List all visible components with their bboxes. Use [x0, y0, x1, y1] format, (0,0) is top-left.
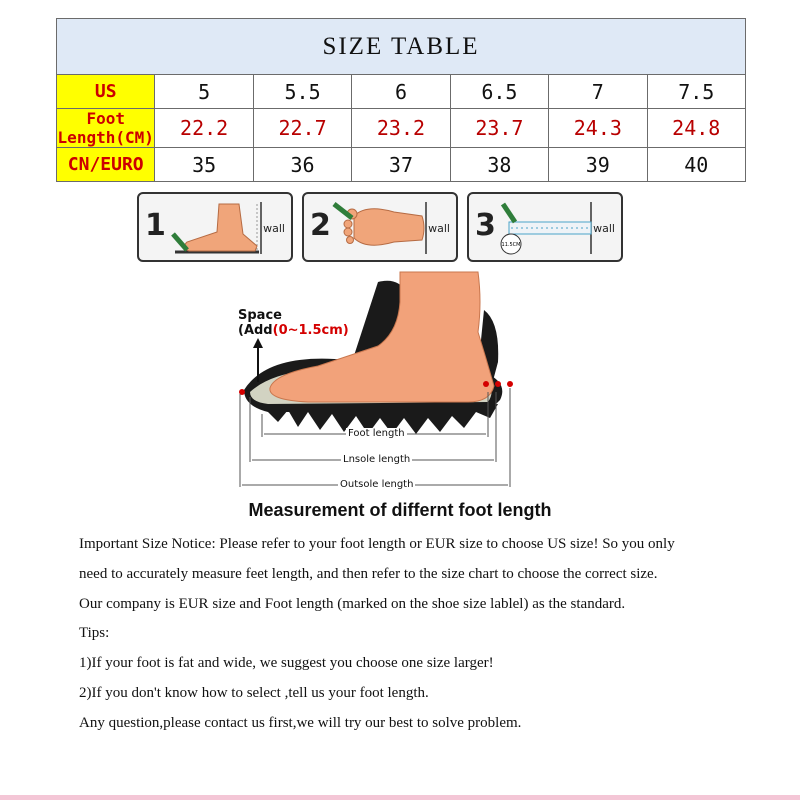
shoe-foot-diagram — [228, 262, 528, 502]
table-row-cn-euro — [57, 148, 746, 182]
cell: 5 — [155, 75, 253, 109]
measurement-caption: Measurement of differnt foot length — [248, 500, 552, 520]
step-number: 2 — [310, 208, 331, 243]
outsole-length-label: Outsole length — [340, 479, 414, 490]
notice-line: Important Size Notice: Please refer to your foot length or EUR size to choose US size! So you only — [79, 536, 675, 552]
cell: 35 — [155, 148, 253, 182]
step-1-panel — [137, 192, 293, 262]
table-row-foot-length — [57, 109, 746, 148]
step-number: 1 — [145, 208, 166, 243]
cell: 36 — [253, 148, 351, 182]
cell: 24.3 — [549, 109, 647, 148]
cell: 38 — [450, 148, 548, 182]
cell: 23.7 — [450, 109, 548, 148]
cell: 40 — [647, 148, 745, 182]
cell: 24.8 — [647, 109, 745, 148]
ruler-mark-text: 11.5CM — [501, 242, 521, 248]
step-2-panel — [302, 192, 458, 262]
step-3-panel — [467, 192, 623, 262]
red-dot — [507, 381, 513, 387]
wall-label: wall — [263, 222, 285, 235]
table-title: SIZE TABLE — [57, 19, 746, 75]
table-row-us — [57, 75, 746, 109]
notice-line: need to accurately measure feet length, and then refer to the size chart to choose the correct size. — [79, 565, 658, 582]
wall-label: wall — [593, 222, 615, 235]
row-label-foot-length: Foot Length(CM) — [57, 109, 154, 147]
cell: 5.5 — [253, 75, 351, 109]
size-notice — [79, 533, 779, 742]
step-number: 3 — [475, 208, 496, 243]
cell: 7 — [549, 75, 647, 109]
space-add-text: (Add — [238, 323, 273, 338]
red-dot — [483, 381, 489, 387]
notice-line: 1)If your foot is fat and wide, we suggest you choose one size larger! — [79, 655, 494, 672]
notice-line: 2)If you don't know how to select ,tell us your foot length. — [79, 684, 429, 701]
bottom-divider — [0, 795, 800, 800]
cell: 23.2 — [352, 109, 450, 148]
cell: 6.5 — [450, 75, 548, 109]
cell: 22.2 — [155, 109, 253, 148]
notice-line: Any question,please contact us first,we will try our best to solve problem. — [79, 714, 522, 731]
cell: 22.7 — [253, 109, 351, 148]
foot-length-label: Foot length — [348, 428, 405, 439]
insole-length-label: Lnsole length — [343, 454, 411, 465]
space-range — [238, 323, 349, 338]
notice-line: Tips: — [79, 625, 110, 642]
size-table — [56, 18, 746, 182]
cell: 6 — [352, 75, 450, 109]
row-label-cn-euro: CN/EURO — [57, 148, 155, 182]
row-label-us: US — [57, 75, 155, 109]
notice-line: Our company is EUR size and Foot length (marked on the shoe size lablel) as the standard. — [79, 595, 626, 612]
cell: 39 — [549, 148, 647, 182]
cell: 7.5 — [647, 75, 745, 109]
wall-label: wall — [428, 222, 450, 235]
cell: 37 — [352, 148, 450, 182]
red-dot — [495, 381, 501, 387]
space-label — [238, 308, 349, 338]
space-range-value: (0~1.5cm) — [272, 323, 349, 338]
space-title: Space — [238, 308, 282, 323]
